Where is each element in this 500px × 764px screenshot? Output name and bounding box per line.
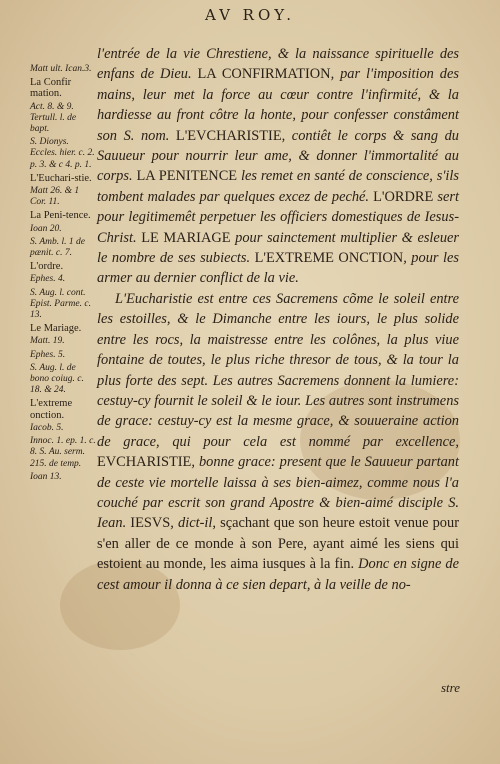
margin-note: S. Aug. l. cont. Epist. Parme. c. 13. — [30, 287, 91, 321]
margin-note: Iacob. 5. — [30, 422, 64, 433]
scripture-quote: sçachant que son heure estoit venue pour s'en aller de ce monde à son Pere, ayant aimé les siens qui estoient au monde, les aima iusques à la fin. — [97, 515, 459, 573]
sacrament-name: LE MARIAGE — [141, 229, 231, 246]
sacrament-name: L'EXTREME ONCTION — [254, 250, 404, 267]
text-run: , pour les armer au dernier conflict de la vie. — [97, 250, 460, 287]
margin-note: Ioan 20. — [30, 223, 62, 234]
text-run: , par l'imposition des mains, leur met la force au cœur contre l'infirmité, & la hardiesse au front côtre la honte, pour confesser constâment son S. nom. — [97, 66, 459, 144]
text-run: , contiêt le corps & sang du Sauueur pour nourrir leur ame, & donner l'immortalité au corps. — [97, 127, 459, 185]
margin-note: L'Euchari-stie. — [30, 172, 92, 184]
margin-note: Act. 8. & 9. Tertull. l. de bapt. — [30, 101, 77, 135]
margin-note: Ephes. 5. — [30, 349, 66, 360]
text-run: les remet en santé de conscience, s'ils tombent malades par quelques excez de peché. — [97, 168, 459, 205]
text-run: sert pour legitimemêt perpetuer les officiers domestiques de Iesus-Christ. — [97, 188, 459, 246]
margin-note: S. Amb. l. 1 de pænit. c. 7. — [30, 236, 85, 259]
sacrament-name: LA PENITENCE — [136, 168, 238, 185]
margin-note: Matt 26. & 1 Cor. 11. — [30, 186, 80, 208]
sacrament-name: L'EVCHARISTIE — [175, 127, 282, 144]
margin-note: Ephes. 4. — [30, 274, 66, 285]
paragraph-sacraments — [97, 44, 459, 289]
sacrament-name: L'ORDRE — [373, 188, 434, 205]
text-run: Donc en signe de cest amour il donna à ce sien depart, à la veille de no- — [97, 556, 459, 593]
paragraph-eucharist — [97, 289, 459, 595]
sacrament-name: LA CONFIRMATION — [197, 66, 331, 83]
emphasis-word: IESVS — [130, 515, 171, 532]
margin-note: L'ordre. — [30, 261, 64, 273]
catchword: stre — [440, 680, 460, 695]
margin-note: La Confir mation. — [30, 77, 72, 100]
margin-note: Matt. 19. — [30, 336, 65, 347]
text-run: , bonne grace: present que le Sauueur partant de ceste vie mortelle laissa à ses bien-aimez, comme nous l'a couché par escrit son grand Apostre & bien-aimé disciple S. Iean. — [97, 454, 459, 532]
margin-notes — [30, 64, 96, 485]
main-text — [97, 44, 459, 595]
text-run: l'entrée de la vie Chrestiene, & la naissance spirituelle — [97, 46, 434, 62]
emphasis-word: EVCHARISTIE — [97, 454, 192, 471]
margin-note: S. Aug. l. de bono coiug. c. 18. & 24. — [30, 362, 84, 396]
text-run: pour sainctement multiplier & esleuer le nombre de ses subiects. — [97, 229, 460, 267]
margin-note: Ioan 13. — [30, 471, 62, 482]
margin-note: Innoc. 1. ep. 1. c. 8. S. Au. serm. 215. de temp. — [30, 436, 96, 469]
margin-note: La Peni-tence. — [30, 210, 91, 222]
text-run: L'Eucharistie est entre ces Sacremens cõme le soleil entre les estoilles, & le Dimanche entre les iours, le plus solide entre les rocs, la maistresse entre les colônes, la plus viue fontaine de toutes, le plus riche thresor de tous, & la tour la plus forte des sept. Les autres Sacremens donnent la lumiere: cestuy-cy fournit le soleil & le iour. Les autres sont instrumens de grace: cestuy-cy est la mesme grace, & souueraine action de grace, qui pour cela est nommé par excellence, — [97, 290, 459, 450]
margin-note: S. Dionys. Eccles. hier. c. 2. p. 3. & c 4. p. 1. — [30, 137, 95, 170]
running-head: AV ROY. — [204, 6, 295, 24]
text-run: des enfans de Dieu. — [97, 46, 459, 83]
margin-note: L'extreme onction. — [30, 398, 73, 421]
text-run: , dict-il, — [170, 515, 221, 532]
margin-note: Le Mariage. — [30, 323, 82, 335]
margin-note: Matt ult. Ican.3. — [30, 64, 92, 74]
